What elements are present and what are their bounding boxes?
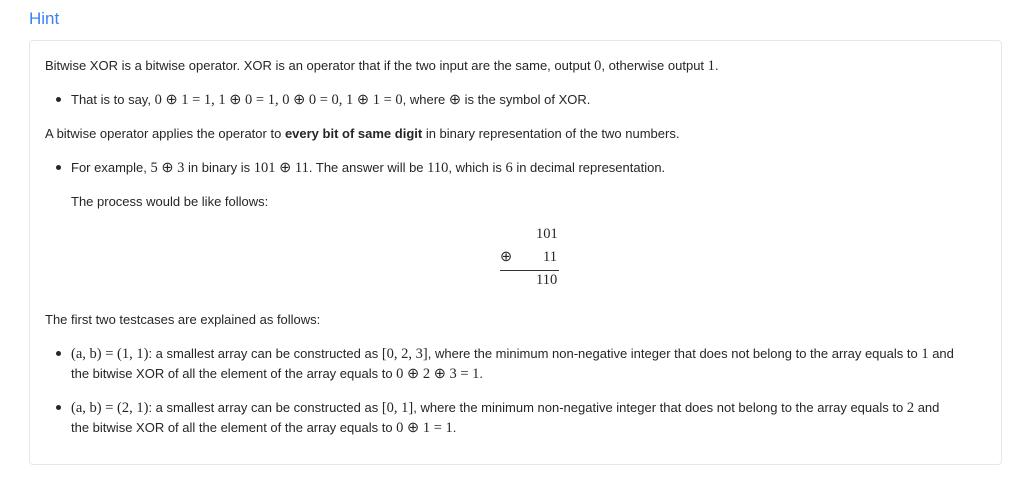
intro-paragraph: Bitwise XOR is a bitwise operator. XOR is an operator that if the two input are the same, output 0, otherwise output 1.	[45, 58, 719, 74]
calc-sum-line	[500, 270, 559, 271]
calc-bottom-operand: 11	[543, 249, 557, 265]
hint-title[interactable]: Hint	[29, 9, 60, 28]
bullet-dot	[56, 405, 61, 410]
testcase-1-line-1: (a, b) = (1, 1): a smallest array can be constructed as [0, 2, 3], where the minimum non-negative integer that does not belong to the array equals to 1 and	[71, 346, 954, 362]
bitwise-operator-paragraph: A bitwise operator applies the operator to every bit of same digit in binary representation of the two numbers.	[45, 126, 680, 141]
bullet-dot	[56, 165, 61, 170]
testcases-heading: The first two testcases are explained as follows:	[45, 312, 321, 327]
bullet-dot	[56, 351, 61, 356]
xor-examples-bullet: That is to say, 0 ⊕ 1 = 1, 1 ⊕ 0 = 1, 0 ⊕ 0 = 0, 1 ⊕ 1 = 0, where ⊕ is the symbol of XOR.	[71, 92, 591, 108]
process-text: The process would be like follows:	[71, 194, 269, 209]
testcase-2-line-2: the bitwise XOR of all the element of the array equals to 0 ⊕ 1 = 1.	[71, 420, 457, 436]
calc-top-operand: 101	[536, 226, 558, 242]
testcase-1-line-2: the bitwise XOR of all the element of the array equals to 0 ⊕ 2 ⊕ 3 = 1.	[71, 366, 484, 382]
calc-result: 110	[536, 272, 558, 288]
bullet-dot	[56, 97, 61, 102]
example-bullet: For example, 5 ⊕ 3 in binary is 101 ⊕ 11. The answer will be 110, which is 6 in decimal representation.	[71, 160, 666, 176]
xor-operator-symbol: ⊕	[500, 249, 513, 265]
testcase-2-line-1: (a, b) = (2, 1): a smallest array can be constructed as [0, 1], where the minimum non-negative integer that does not belong to the array equals to 2 and	[71, 400, 940, 416]
